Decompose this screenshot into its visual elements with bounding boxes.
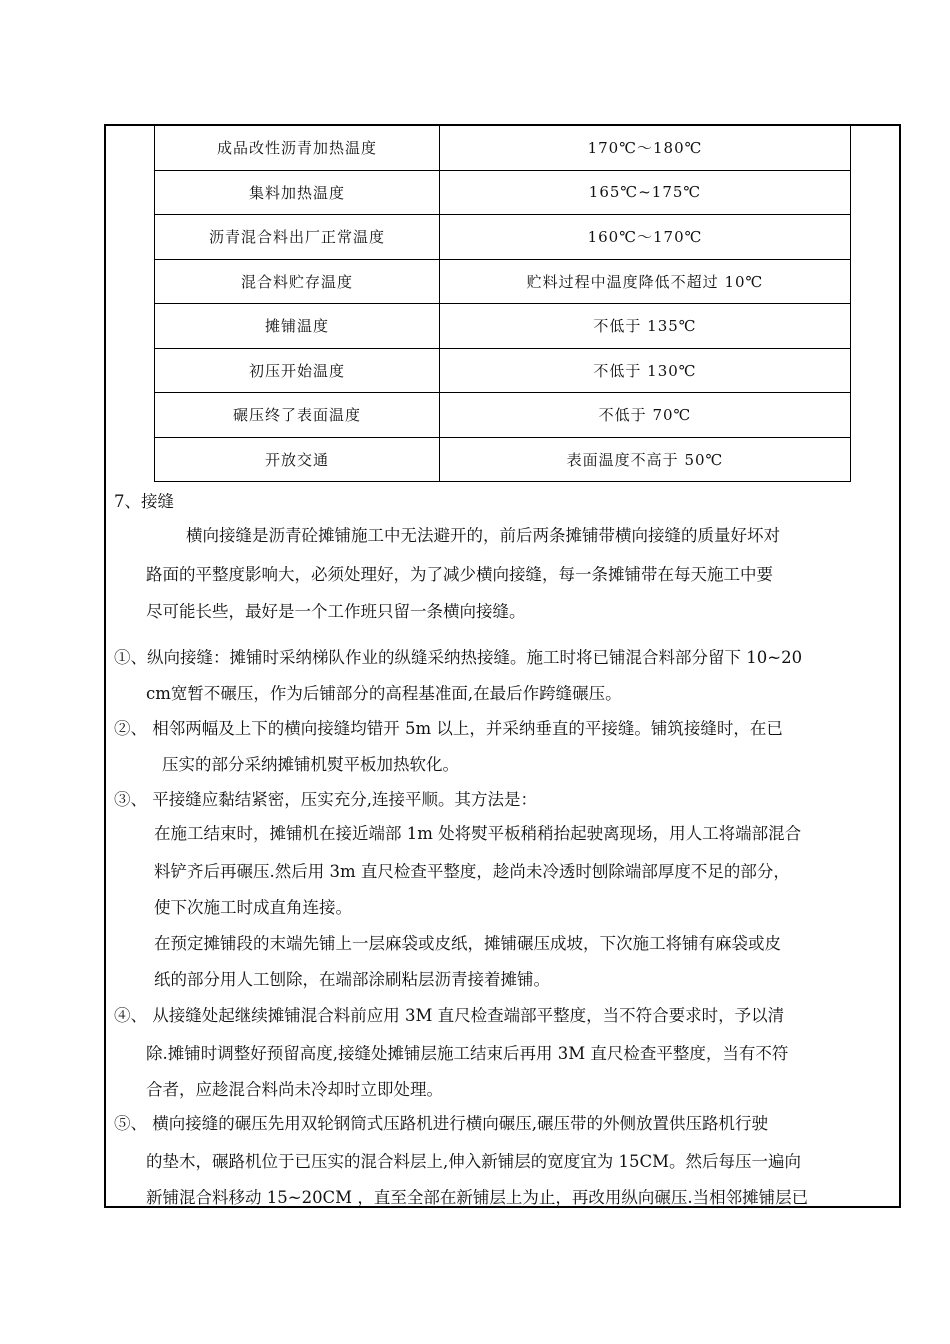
paragraph-line: 纸的部分用人工刨除，在端部涂刷粘层沥青接着摊铺。 — [154, 970, 550, 989]
paragraph-line: 的垫木，碾路机位于已压实的混合料层上,伸入新铺层的宽度宜为 15CM。然后每压一遍向 — [146, 1152, 802, 1171]
table-cell-value: 不低于 130℃ — [440, 348, 851, 393]
table-row — [155, 304, 851, 349]
paragraph-line: cm宽暂不碾压，作为后铺部分的高程基准面,在最后作跨缝碾压。 — [146, 684, 622, 703]
table-row — [155, 437, 851, 482]
table-row — [155, 393, 851, 438]
paragraph-line: 在施工结束时，摊铺机在接近端部 1m 处将熨平板稍稍抬起驶离现场，用人工将端部混合 — [154, 824, 802, 843]
table-row — [155, 348, 851, 393]
list-item-4: ④、 从接缝处起继续摊铺混合料前应用 3M 直尺检查端部平整度，当不符合要求时，予以清 — [114, 1006, 785, 1025]
paragraph-line: 压实的部分采纳摊铺机熨平板加热软化。 — [162, 755, 459, 774]
list-item-5: ⑤、 横向接缝的碾压先用双轮钢筒式压路机进行横向碾压,碾压带的外侧放置供压路机行驶 — [114, 1114, 768, 1133]
table-cell-item: 集料加热温度 — [155, 170, 440, 215]
paragraph-line: 合者，应趁混合料尚未冷却时立即处理。 — [146, 1080, 443, 1099]
paragraph-line: 除.摊铺时调整好预留高度,接缝处摊铺层施工结束后再用 3M 直尺检查平整度，当有不符 — [146, 1044, 789, 1063]
table-cell-item: 开放交通 — [155, 437, 440, 482]
list-item-1: ①、纵向接缝：摊铺时采纳梯队作业的纵缝采纳热接缝。施工时将已铺混合料部分留下 10~20 — [114, 648, 803, 667]
table-row — [155, 170, 851, 215]
table-row — [155, 126, 851, 170]
paragraph-line: 在预定摊铺段的末端先铺上一层麻袋或皮纸，摊铺碾压成坡，下次施工将铺有麻袋或皮 — [154, 934, 781, 953]
table-cell-item: 摊铺温度 — [155, 304, 440, 349]
temperature-table — [154, 126, 851, 482]
table-cell-value: 不低于 70℃ — [440, 393, 851, 438]
table-cell-value: 表面温度不高于 50℃ — [440, 437, 851, 482]
table-cell-value: 160℃～170℃ — [440, 215, 851, 260]
table-cell-value: 不低于 135℃ — [440, 304, 851, 349]
paragraph-line: 新铺混合料移动 15~20CM ，直至全部在新铺层上为止，再改用纵向碾压.当相邻摊铺层已 — [146, 1188, 809, 1207]
paragraph-line: 料铲齐后再碾压.然后用 3m 直尺检查平整度，趁尚未冷透时刨除端部厚度不足的部分， — [154, 862, 790, 881]
section-heading: 7、接缝 — [114, 492, 174, 511]
table-cell-item: 沥青混合料出厂正常温度 — [155, 215, 440, 260]
paragraph-line: 路面的平整度影响大，必须处理好，为了减少横向接缝，每一条摊铺带在每天施工中要 — [146, 565, 773, 584]
table-cell-value: 165℃~175℃ — [440, 170, 851, 215]
paragraph-line: 横向接缝是沥青砼摊铺施工中无法避开的，前后两条摊铺带横向接缝的质量好坏对 — [186, 526, 780, 545]
table-cell-value: 170℃～180℃ — [440, 126, 851, 170]
list-item-2: ②、 相邻两幅及上下的横向接缝均错开 5m 以上，并采纳垂直的平接缝。铺筑接缝时，在已 — [114, 719, 783, 738]
table-cell-item: 碾压终了表面温度 — [155, 393, 440, 438]
table-cell-value: 贮料过程中温度降低不超过 10℃ — [440, 259, 851, 304]
table-row — [155, 259, 851, 304]
paragraph-line: 尽可能长些，最好是一个工作班只留一条横向接缝。 — [146, 602, 526, 621]
table-cell-item: 初压开始温度 — [155, 348, 440, 393]
table-cell-item: 成品改性沥青加热温度 — [155, 126, 440, 170]
table-row — [155, 215, 851, 260]
paragraph-line: 使下次施工时成直角连接。 — [154, 898, 352, 917]
table-cell-item: 混合料贮存温度 — [155, 259, 440, 304]
list-item-3: ③、 平接缝应黏结紧密，压实充分,连接平顺。其方法是： — [114, 790, 537, 809]
